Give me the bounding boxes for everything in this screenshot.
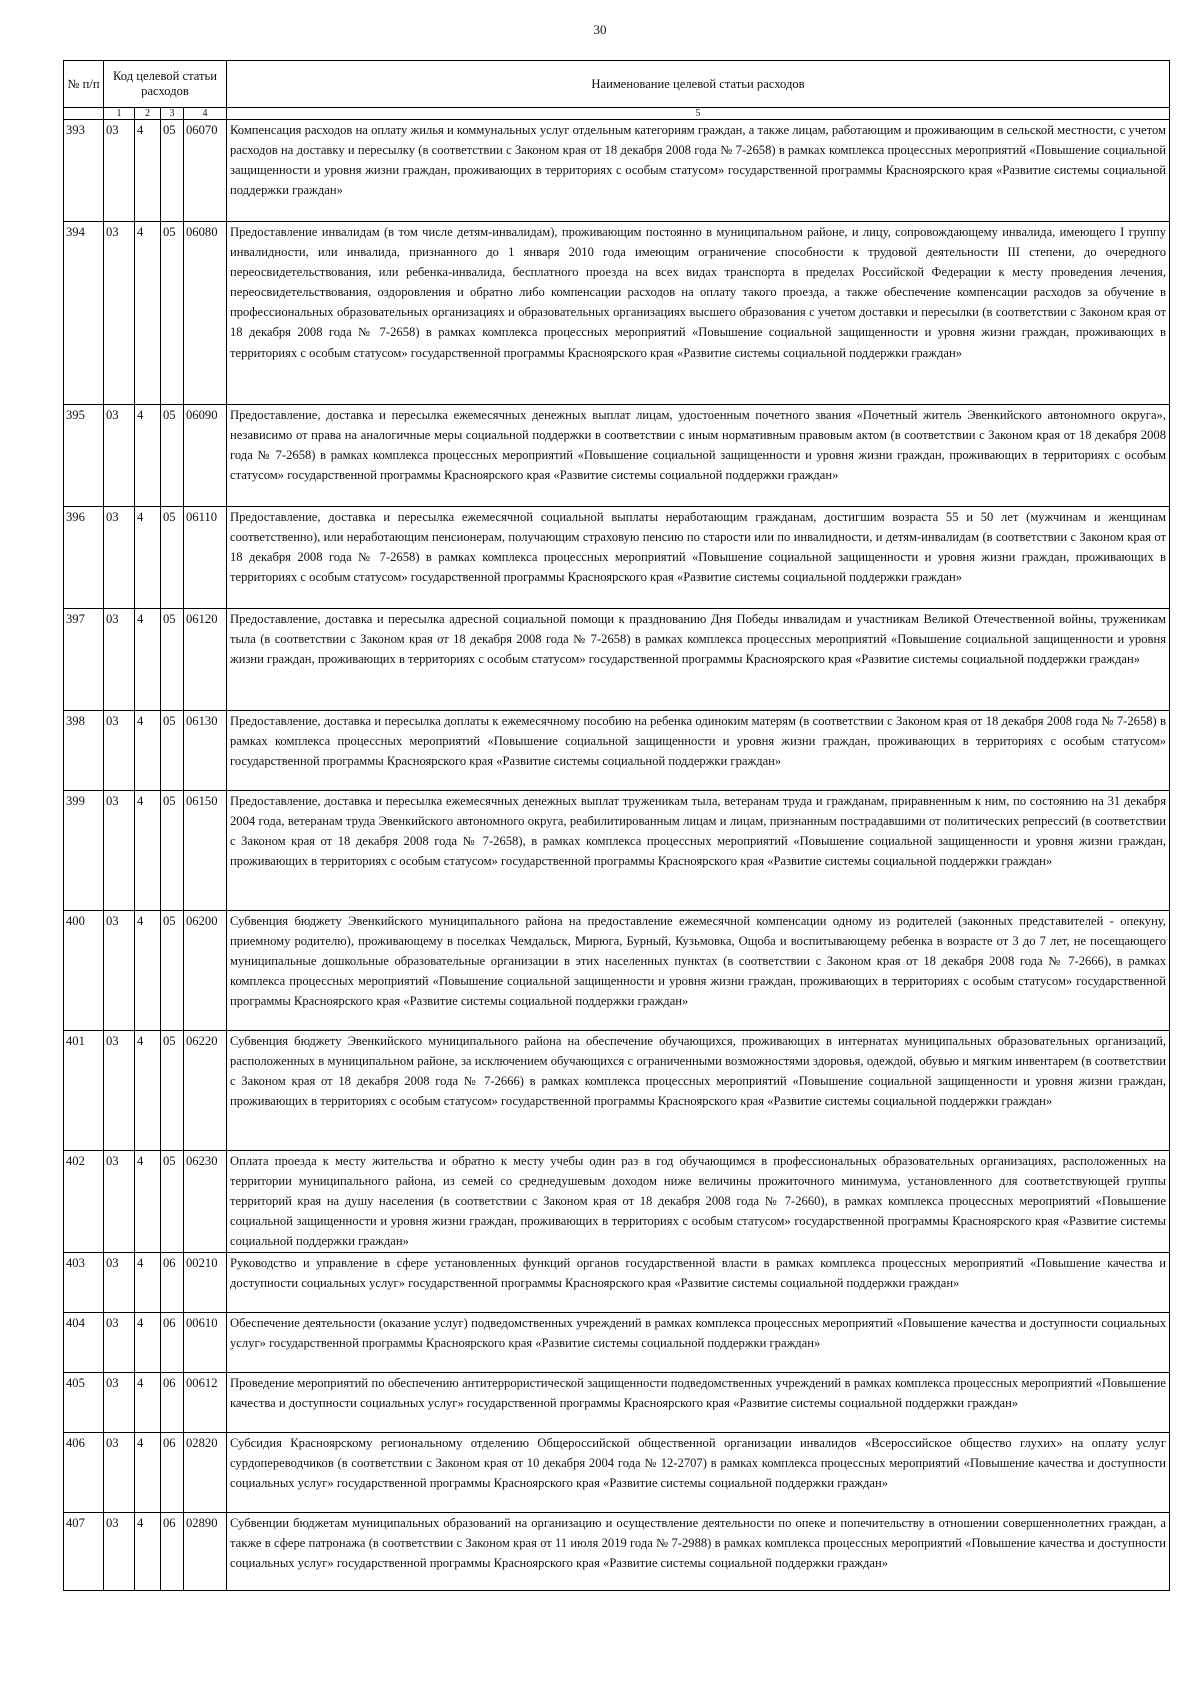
table-row bbox=[64, 1313, 1170, 1373]
row-number-cell: 399 bbox=[64, 791, 104, 911]
code-part1-cell: 03 bbox=[104, 1433, 135, 1513]
code-part2-cell: 4 bbox=[135, 120, 161, 222]
code-part1-cell: 03 bbox=[104, 911, 135, 1031]
code-part4-cell: 06130 bbox=[184, 711, 227, 791]
header-num-cell bbox=[64, 61, 104, 108]
code-part1-cell: 03 bbox=[104, 1373, 135, 1433]
code-part4-cell: 06070 bbox=[184, 120, 227, 222]
item-name-cell: Предоставление инвалидам (в том числе детям-инвалидам), проживающим постоянно в муниципальном районе, и лицу, сопровождающему инвалида, имеющего I группу инвалидности, или инвалида, признанного до 1 января 2010 года имеющим ограничение способности к трудовой деятельности III степени, до очередного переосвидетельствования, или ребенка-инвалида, бесплатного проезда на всех видах транспорта в пределах Российской Федерации к месту проведения лечения, переосвидетельствования, оздоровления и обратно либо компенсации расходов на оплату такого проезда, а также обеспечение компенсации расходов за обучение в профессиональных образовательных организациях и образовательных организациях высшего образования с учетом доставки и пересылки (в соответствии с Законом края от 18 декабря 2008 года № 7-2658) в рамках комплекса процессных мероприятий «Повышение социальной защищенности и уровня жизни граждан, проживающих в территориях с особым статусом» государственной программы Красноярского края «Развитие системы социальной поддержки граждан» bbox=[227, 222, 1170, 405]
row-number-cell: 406 bbox=[64, 1433, 104, 1513]
table-row bbox=[64, 1151, 1170, 1253]
code-part2-cell: 4 bbox=[135, 222, 161, 405]
code-part3-cell: 05 bbox=[161, 1031, 184, 1151]
code-part3-cell: 05 bbox=[161, 405, 184, 507]
code-part4-cell: 06230 bbox=[184, 1151, 227, 1253]
table-row bbox=[64, 405, 1170, 507]
code-part2-cell: 4 bbox=[135, 1433, 161, 1513]
header-name-cell bbox=[227, 61, 1170, 108]
code-part4-cell: 06200 bbox=[184, 911, 227, 1031]
code-part4-cell: 06220 bbox=[184, 1031, 227, 1151]
table-row bbox=[64, 1513, 1170, 1591]
item-name-cell: Субвенция бюджету Эвенкийского муниципального района на предоставление ежемесячной компенсации одному из родителей (законных представителей - опекуну, приемному родителю), проживающему в поселках Чемдальск, Мирюга, Бурный, Кузьмовка, Ощоба и воспитывающему ребенка в возрасте от 3 до 7 лет, не посещающего муниципальные дошкольные образовательные организации в этих населенных пунктах (в соответствии с Законом края от 18 декабря 2008 года № 7-2666), в рамках комплекса процессных мероприятий «Повышение социальной защищенности и уровня жизни граждан, проживающих в территориях с особым статусом» государственной программы Красноярского края «Развитие системы социальной поддержки граждан» bbox=[227, 911, 1170, 1031]
column-number-cell: 2 bbox=[135, 108, 161, 120]
row-number-cell: 394 bbox=[64, 222, 104, 405]
item-name-cell: Оплата проезда к месту жительства и обратно к месту учебы один раз в год обучающимся в профессиональных образовательных организациях, расположенных на территории муниципального района, из семей со среднедушевым доходом ниже величины прожиточного минимума, установленного для соответствующей группы территорий края на душу населения (в соответствии с Законом края от 18 декабря 2008 года № 7-2660), в рамках комплекса процессных мероприятий «Повышение социальной защищенности и уровня жизни граждан, проживающих в территориях с особым статусом» государственной программы Красноярского края «Развитие системы социальной поддержки граждан» bbox=[227, 1151, 1170, 1253]
code-part4-cell: 02890 bbox=[184, 1513, 227, 1591]
table-row bbox=[64, 609, 1170, 711]
code-part3-cell: 05 bbox=[161, 911, 184, 1031]
item-name-cell: Субвенция бюджету Эвенкийского муниципального района на обеспечение обучающихся, проживающих в интернатах муниципальных образовательных организаций, расположенных в муниципальном районе, за исключением обучающихся с ограниченными возможностями здоровья, одеждой, обувью и мягким инвентарем (в соответствии с Законом края от 18 декабря 2008 года № 7-2666) в рамках комплекса процессных мероприятий «Повышение социальной защищенности и уровня жизни граждан, проживающих в территориях с особым статусом» государственной программы Красноярского края «Развитие системы социальной поддержки граждан» bbox=[227, 1031, 1170, 1151]
table-row bbox=[64, 911, 1170, 1031]
item-name-cell: Проведение мероприятий по обеспечению антитеррористической защищенности подведомственных учреждений в рамках комплекса процессных мероприятий «Повышение качества и доступности социальных услуг» государственной программы Красноярского края «Развитие системы социальной поддержки граждан» bbox=[227, 1373, 1170, 1433]
header-name-label: Наименование целевой статьи расходов bbox=[591, 76, 805, 91]
item-name-cell: Субсидия Красноярскому региональному отделению Общероссийской общественной организации инвалидов «Всероссийское общество глухих» на оплату услуг сурдопереводчиков (в соответствии с Законом края от 10 декабря 2004 года № 12-2707) в рамках комплекса процессных мероприятий «Повышение качества и доступности социальных услуг» государственной программы Красноярского края «Развитие системы социальной поддержки граждан» bbox=[227, 1433, 1170, 1513]
item-name-cell: Предоставление, доставка и пересылка ежемесячных денежных выплат лицам, удостоенным почетного звания «Почетный житель Эвенкийского автономного округа», независимо от права на аналогичные меры социальной поддержки в соответствии с иным нормативным правовым актом (в соответствии с Законом края от 18 декабря 2008 года № 7-2658) в рамках комплекса процессных мероприятий «Повышение социальной защищенности и уровня жизни граждан, проживающих в территориях с особым статусом» государственной программы Красноярского края «Развитие системы социальной поддержки граждан» bbox=[227, 405, 1170, 507]
row-number-cell: 401 bbox=[64, 1031, 104, 1151]
row-number-cell: 405 bbox=[64, 1373, 104, 1433]
code-part4-cell: 00210 bbox=[184, 1253, 227, 1313]
code-part2-cell: 4 bbox=[135, 1151, 161, 1253]
code-part4-cell: 06120 bbox=[184, 609, 227, 711]
code-part4-cell: 06080 bbox=[184, 222, 227, 405]
row-number-cell: 407 bbox=[64, 1513, 104, 1591]
code-part1-cell: 03 bbox=[104, 1513, 135, 1591]
code-part3-cell: 05 bbox=[161, 1151, 184, 1253]
code-part1-cell: 03 bbox=[104, 1253, 135, 1313]
row-number-cell: 395 bbox=[64, 405, 104, 507]
code-part3-cell: 05 bbox=[161, 609, 184, 711]
code-part1-cell: 03 bbox=[104, 405, 135, 507]
code-part3-cell: 06 bbox=[161, 1373, 184, 1433]
code-part1-cell: 03 bbox=[104, 609, 135, 711]
code-part1-cell: 03 bbox=[104, 1313, 135, 1373]
code-part3-cell: 05 bbox=[161, 507, 184, 609]
code-part4-cell: 06090 bbox=[184, 405, 227, 507]
item-name-cell: Предоставление, доставка и пересылка ежемесячных денежных выплат труженикам тыла, ветеранам труда и гражданам, приравненным к ним, по состоянию на 31 декабря 2004 года, ветеранам труда Эвенкийского автономного округа, реабилитированным лицам и лицам, признанным пострадавшими от политических репрессий (в соответствии с Законом края от 18 декабря 2008 года № 7-2658), в рамках комплекса процессных мероприятий «Повышение социальной защищенности и уровня жизни граждан, проживающих в территориях с особым статусом» государственной программы Красноярского края «Развитие системы социальной поддержки граждан» bbox=[227, 791, 1170, 911]
code-part3-cell: 06 bbox=[161, 1313, 184, 1373]
code-part1-cell: 03 bbox=[104, 791, 135, 911]
row-number-cell: 396 bbox=[64, 507, 104, 609]
row-number-cell: 404 bbox=[64, 1313, 104, 1373]
row-number-cell: 402 bbox=[64, 1151, 104, 1253]
item-name-cell: Руководство и управление в сфере установленных функций органов государственной власти в рамках комплекса процессных мероприятий «Повышение качества и доступности социальных услуг» государственной программы Красноярского края «Развитие системы социальной поддержки граждан» bbox=[227, 1253, 1170, 1313]
table-row bbox=[64, 1253, 1170, 1313]
item-name-cell: Субвенции бюджетам муниципальных образований на организацию и осуществление деятельности по опеке и попечительству в отношении совершеннолетних граждан, а также в сфере патронажа (в соответствии с Законом края от 11 июля 2019 года № 7-2988) в рамках комплекса процессных мероприятий «Повышение качества и доступности социальных услуг» государственной программы Красноярского края «Развитие системы социальной поддержки граждан» bbox=[227, 1513, 1170, 1591]
row-number-cell: 400 bbox=[64, 911, 104, 1031]
code-part3-cell: 06 bbox=[161, 1433, 184, 1513]
code-part3-cell: 05 bbox=[161, 791, 184, 911]
item-name-cell: Компенсация расходов на оплату жилья и коммунальных услуг отдельным категориям граждан, а также лицам, работающим и проживающим в сельской местности, с учетом расходов на доставку и пересылку (в соответствии с Законом края от 18 декабря 2008 года № 7-2658) в рамках комплекса процессных мероприятий «Повышение социальной защищенности и уровня жизни граждан, проживающих в территориях с особым статусом» государственной программы Красноярского края «Развитие системы социальной поддержки граждан» bbox=[227, 120, 1170, 222]
budget-items-table bbox=[63, 60, 1170, 1591]
code-part1-cell: 03 bbox=[104, 507, 135, 609]
item-name-cell: Предоставление, доставка и пересылка доплаты к ежемесячному пособию на ребенка одиноким матерям (в соответствии с Законом края от 18 декабря 2008 года № 7-2658) в рамках комплекса процессных мероприятий «Повышение социальной защищенности и уровня жизни граждан, проживающих в территориях с особым статусом» государственной программы Красноярского края «Развитие системы социальной поддержки граждан» bbox=[227, 711, 1170, 791]
header-code-label: Код целевой статьи расходов bbox=[112, 69, 217, 98]
code-part3-cell: 05 bbox=[161, 711, 184, 791]
code-part2-cell: 4 bbox=[135, 1253, 161, 1313]
column-number-cell: 1 bbox=[104, 108, 135, 120]
code-part2-cell: 4 bbox=[135, 1313, 161, 1373]
column-number-cell: 3 bbox=[161, 108, 184, 120]
code-part2-cell: 4 bbox=[135, 711, 161, 791]
code-part2-cell: 4 bbox=[135, 405, 161, 507]
header-code-cell bbox=[104, 61, 227, 108]
code-part1-cell: 03 bbox=[104, 222, 135, 405]
code-part1-cell: 03 bbox=[104, 120, 135, 222]
column-number-cell bbox=[64, 108, 104, 120]
code-part2-cell: 4 bbox=[135, 609, 161, 711]
code-part2-cell: 4 bbox=[135, 507, 161, 609]
code-part2-cell: 4 bbox=[135, 1031, 161, 1151]
row-number-cell: 393 bbox=[64, 120, 104, 222]
table-row bbox=[64, 222, 1170, 405]
code-part4-cell: 06150 bbox=[184, 791, 227, 911]
code-part1-cell: 03 bbox=[104, 1151, 135, 1253]
code-part1-cell: 03 bbox=[104, 711, 135, 791]
code-part2-cell: 4 bbox=[135, 1513, 161, 1591]
table-row bbox=[64, 1031, 1170, 1151]
code-part3-cell: 05 bbox=[161, 120, 184, 222]
code-part3-cell: 06 bbox=[161, 1253, 184, 1313]
table-row bbox=[64, 711, 1170, 791]
table-row bbox=[64, 120, 1170, 222]
table-row bbox=[64, 1433, 1170, 1513]
row-number-cell: 397 bbox=[64, 609, 104, 711]
column-number-cell: 5 bbox=[227, 108, 1170, 120]
code-part2-cell: 4 bbox=[135, 911, 161, 1031]
code-part1-cell: 03 bbox=[104, 1031, 135, 1151]
column-number-row bbox=[64, 108, 1170, 120]
row-number-cell: 398 bbox=[64, 711, 104, 791]
row-number-cell: 403 bbox=[64, 1253, 104, 1313]
code-part3-cell: 06 bbox=[161, 1513, 184, 1591]
header-num-label: № п/п bbox=[67, 76, 100, 91]
item-name-cell: Предоставление, доставка и пересылка ежемесячной социальной выплаты неработающим гражданам, достигшим возраста 55 и 50 лет (мужчинам и женщинам соответственно), или неработающим пенсионерам, получающим страховую пенсию по старости или по инвалидности, и детям-инвалидам (в соответствии с Законом края от 18 декабря 2008 года № 7-2658) в рамках комплекса процессных мероприятий «Повышение социальной защищенности и уровня жизни граждан, проживающих в территориях с особым статусом» государственной программы Красноярского края «Развитие системы социальной поддержки граждан» bbox=[227, 507, 1170, 609]
page-number: 30 bbox=[593, 22, 607, 37]
item-name-cell: Предоставление, доставка и пересылка адресной социальной помощи к празднованию Дня Победы инвалидам и участникам Великой Отечественной войны, труженикам тыла (в соответствии с Законом края от 18 декабря 2008 года № 7-2658) в рамках комплекса процессных мероприятий «Повышение социальной защищенности и уровня жизни граждан, проживающих в территориях с особым статусом» государственной программы Красноярского края «Развитие системы социальной поддержки граждан» bbox=[227, 609, 1170, 711]
table-row bbox=[64, 1373, 1170, 1433]
item-name-cell: Обеспечение деятельности (оказание услуг) подведомственных учреждений в рамках комплекса процессных мероприятий «Повышение качества и доступности социальных услуг» государственной программы Красноярского края «Развитие системы социальной поддержки граждан» bbox=[227, 1313, 1170, 1373]
code-part3-cell: 05 bbox=[161, 222, 184, 405]
code-part2-cell: 4 bbox=[135, 1373, 161, 1433]
table-row bbox=[64, 791, 1170, 911]
column-number-cell: 4 bbox=[184, 108, 227, 120]
code-part2-cell: 4 bbox=[135, 791, 161, 911]
code-part4-cell: 02820 bbox=[184, 1433, 227, 1513]
table-header-row bbox=[64, 61, 1170, 108]
code-part4-cell: 06110 bbox=[184, 507, 227, 609]
code-part4-cell: 00610 bbox=[184, 1313, 227, 1373]
code-part4-cell: 00612 bbox=[184, 1373, 227, 1433]
table-row bbox=[64, 507, 1170, 609]
